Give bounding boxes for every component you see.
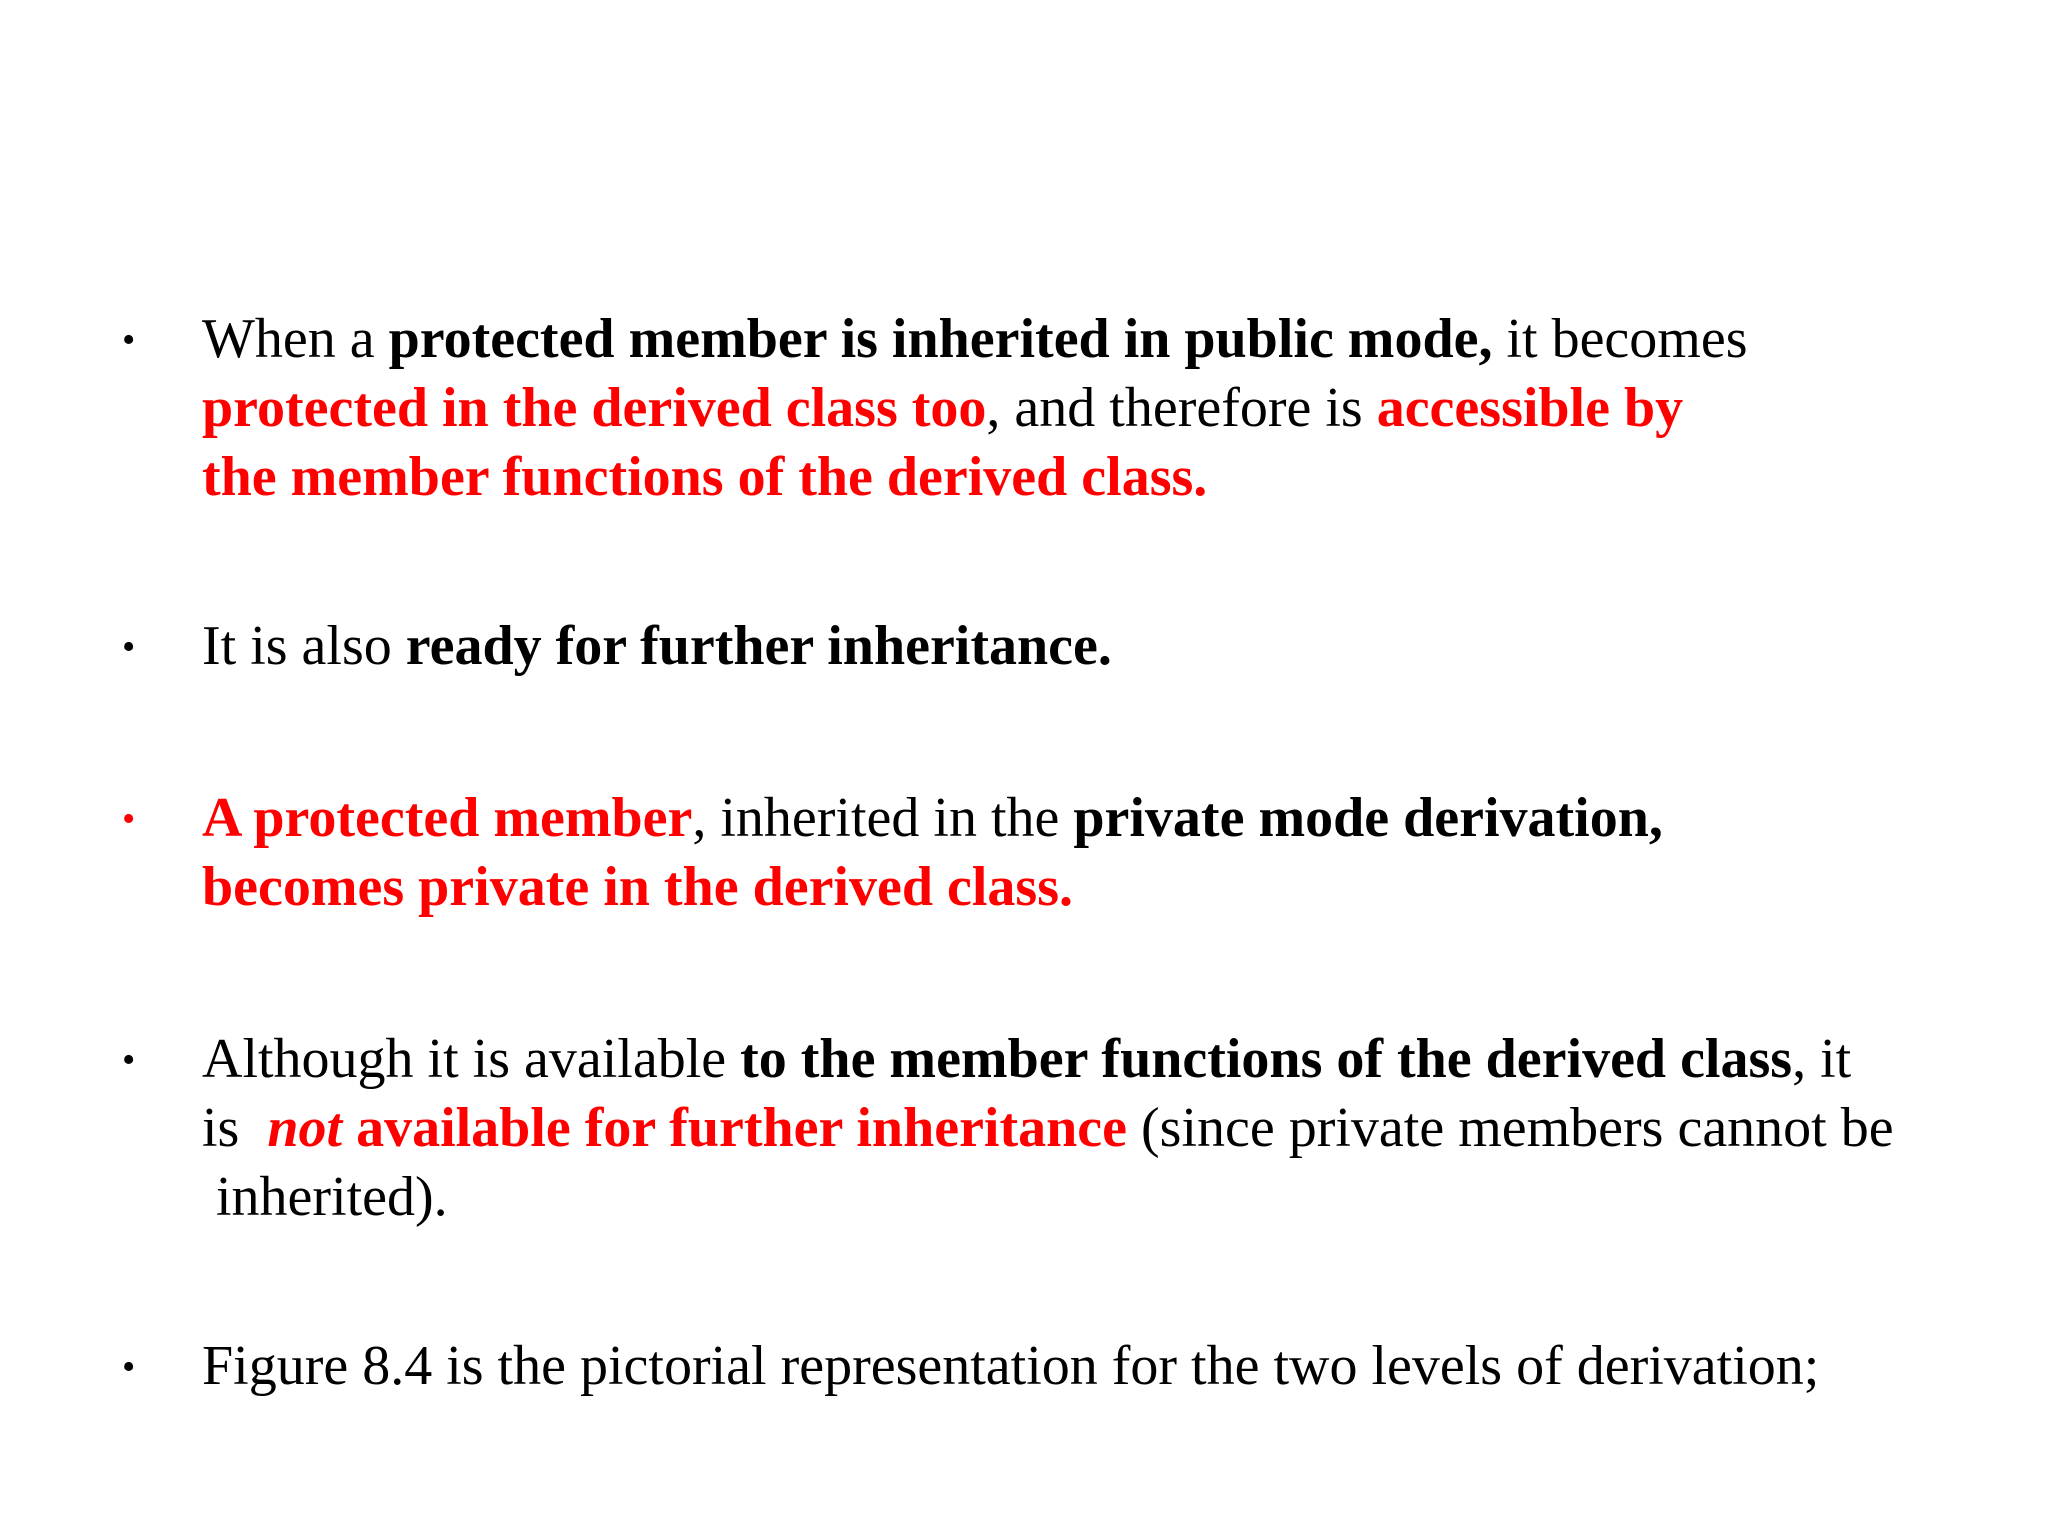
bold-span: private mode derivation, [1073,787,1663,849]
bullet-dot: • [122,1039,136,1081]
text-span: (since private members cannot be [1127,1097,1894,1159]
bold-span: ready for further inheritance. [405,615,1112,677]
bullet-line [202,1332,2002,1401]
bullet-text [202,1332,2002,1401]
highlight-span: protected in the derived class too [202,377,987,439]
bullet-line [202,1025,2002,1094]
bullet-dot: • [122,626,136,668]
bullet-dot: • [122,798,136,840]
highlight-span: becomes private in the derived class. [202,856,1073,918]
text-span: , and therefore is [986,377,1377,439]
bullet-line [202,612,2002,681]
text-span: inherited). [202,1166,448,1228]
bullet-text [202,784,2002,922]
highlight-span: A protected member [202,787,693,849]
bullet-line [202,1094,2002,1163]
bullet-dot: • [122,1346,136,1388]
bullet-text [202,612,2002,681]
text-span: , it [1792,1028,1852,1090]
bullet-text [202,305,2002,512]
bullet-line [202,443,2002,512]
highlight-span: accessible by [1376,377,1684,439]
bullet-line [202,1163,2002,1232]
text-span: When a [202,308,389,370]
highlight-span: the member functions of the derived class. [202,446,1208,508]
bullet-line [202,853,2002,922]
bullet-dot: • [122,319,136,361]
bullet-line [202,784,2002,853]
bold-span: protected member is inherited in public mode, [388,308,1493,370]
text-span: , inherited in the [692,787,1074,849]
emphasis-span: not [267,1097,343,1159]
bullet-line [202,305,2002,374]
text-span: Although it is available [202,1028,741,1090]
highlight-span: available for further inheritance [342,1097,1127,1159]
bold-span: to the member functions of the derived class [740,1028,1793,1090]
bullet-line [202,374,2002,443]
text-span: it becomes [1492,308,1748,370]
text-span: is [202,1097,268,1159]
text-span: Figure 8.4 is the pictorial representation for the two levels of derivation; [202,1335,1820,1397]
bullet-text [202,1025,2002,1232]
text-span: It is also [202,615,406,677]
